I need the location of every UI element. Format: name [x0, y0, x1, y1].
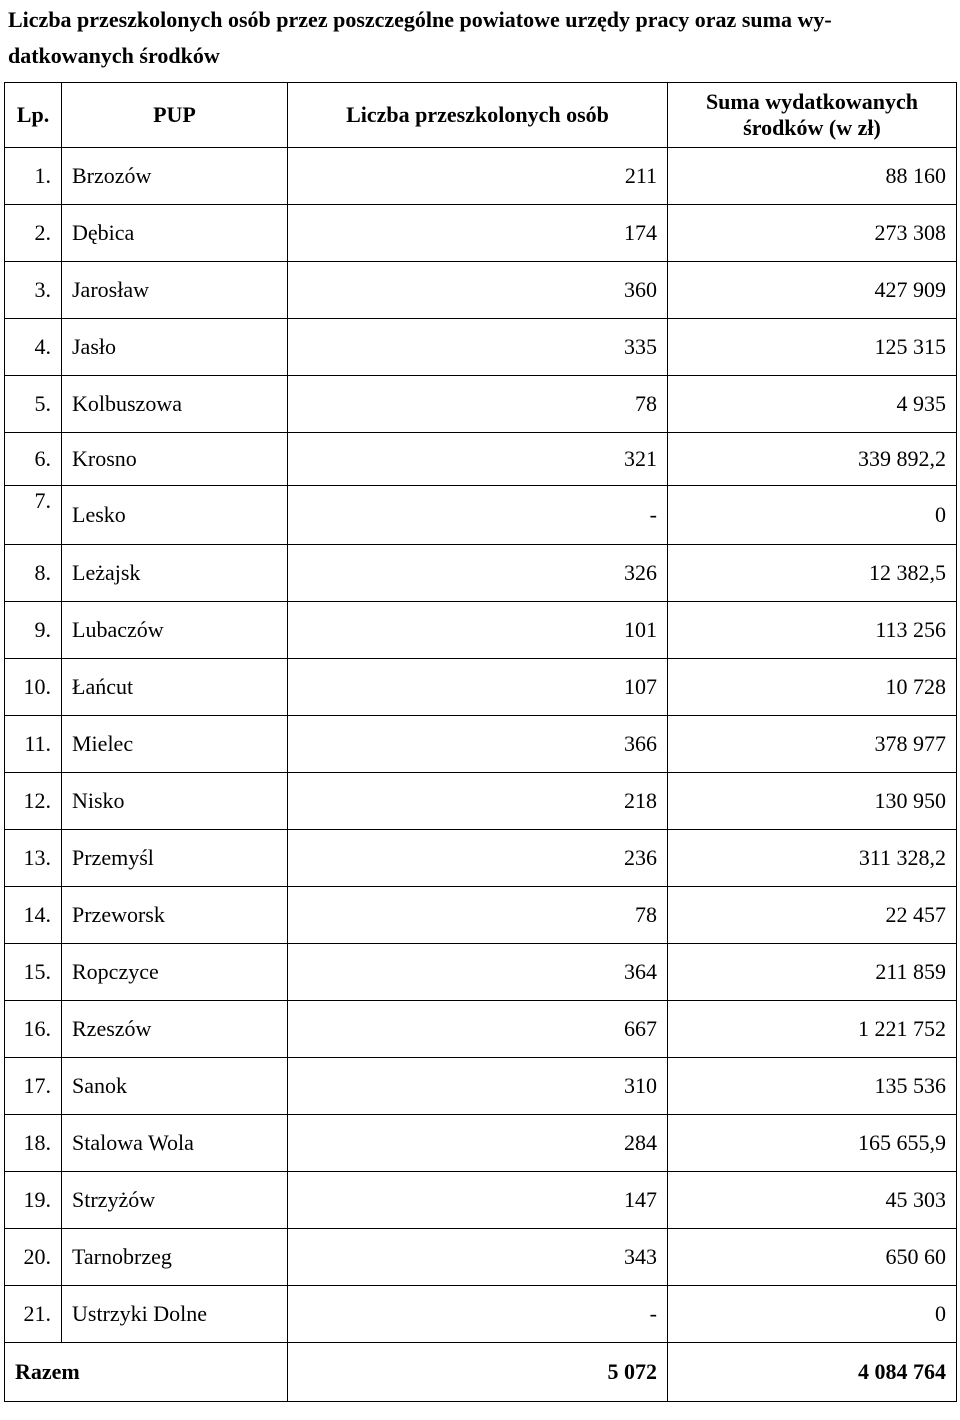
cell-pup: Lesko	[62, 486, 288, 545]
cell-count: 366	[288, 716, 668, 773]
cell-sum: 45 303	[668, 1172, 957, 1229]
table-row	[5, 602, 957, 659]
table-row	[5, 262, 957, 319]
cell-pup: Łańcut	[62, 659, 288, 716]
cell-lp: 5.	[5, 376, 62, 433]
cell-lp: 13.	[5, 830, 62, 887]
cell-lp: 17.	[5, 1058, 62, 1115]
cell-pup: Leżajsk	[62, 545, 288, 602]
cell-sum: 165 655,9	[668, 1115, 957, 1172]
cell-sum: 125 315	[668, 319, 957, 376]
cell-pup: Stalowa Wola	[62, 1115, 288, 1172]
cell-pup: Sanok	[62, 1058, 288, 1115]
cell-lp: 16.	[5, 1001, 62, 1058]
cell-count: 321	[288, 433, 668, 486]
cell-count: -	[288, 486, 668, 545]
cell-pup: Przemyśl	[62, 830, 288, 887]
header-pup: PUP	[62, 83, 288, 148]
cell-count: 335	[288, 319, 668, 376]
table-row	[5, 773, 957, 830]
table-row	[5, 1115, 957, 1172]
cell-sum: 135 536	[668, 1058, 957, 1115]
cell-sum: 0	[668, 1286, 957, 1343]
cell-count: 364	[288, 944, 668, 1001]
cell-lp: 20.	[5, 1229, 62, 1286]
cell-pup: Krosno	[62, 433, 288, 486]
table-row	[5, 376, 957, 433]
cell-sum: 378 977	[668, 716, 957, 773]
cell-sum: 88 160	[668, 148, 957, 205]
cell-sum: 311 328,2	[668, 830, 957, 887]
total-row	[5, 1343, 957, 1402]
cell-count: 107	[288, 659, 668, 716]
cell-sum: 273 308	[668, 205, 957, 262]
cell-count: 101	[288, 602, 668, 659]
cell-lp: 2.	[5, 205, 62, 262]
cell-lp: 10.	[5, 659, 62, 716]
header-sum: Suma wydatkowanych środków (w zł)	[668, 83, 957, 148]
table-row	[5, 944, 957, 1001]
table-row	[5, 659, 957, 716]
cell-pup: Kolbuszowa	[62, 376, 288, 433]
table-row	[5, 1229, 957, 1286]
cell-lp: 1.	[5, 148, 62, 205]
cell-pup: Tarnobrzeg	[62, 1229, 288, 1286]
cell-count: 78	[288, 887, 668, 944]
table-header-row	[5, 83, 957, 148]
table-row	[5, 1172, 957, 1229]
cell-count: 211	[288, 148, 668, 205]
cell-pup: Mielec	[62, 716, 288, 773]
training-table	[4, 82, 957, 1402]
cell-pup: Ropczyce	[62, 944, 288, 1001]
cell-count: 284	[288, 1115, 668, 1172]
cell-pup: Rzeszów	[62, 1001, 288, 1058]
table-row	[5, 205, 957, 262]
cell-lp: 19.	[5, 1172, 62, 1229]
table-row	[5, 433, 957, 486]
cell-sum: 113 256	[668, 602, 957, 659]
cell-sum: 12 382,5	[668, 545, 957, 602]
table-row	[5, 1286, 957, 1343]
cell-lp: 18.	[5, 1115, 62, 1172]
cell-lp: 4.	[5, 319, 62, 376]
table-row	[5, 830, 957, 887]
table-row	[5, 887, 957, 944]
cell-lp: 9.	[5, 602, 62, 659]
cell-count: 78	[288, 376, 668, 433]
cell-count: 147	[288, 1172, 668, 1229]
cell-sum: 10 728	[668, 659, 957, 716]
header-lp: Lp.	[5, 83, 62, 148]
cell-count: 360	[288, 262, 668, 319]
cell-lp: 12.	[5, 773, 62, 830]
cell-pup: Jasło	[62, 319, 288, 376]
table-row	[5, 545, 957, 602]
cell-lp: 11.	[5, 716, 62, 773]
cell-lp: 14.	[5, 887, 62, 944]
total-count: 5 072	[288, 1343, 668, 1402]
cell-sum: 0	[668, 486, 957, 545]
cell-pup: Dębica	[62, 205, 288, 262]
table-row	[5, 1058, 957, 1115]
total-sum: 4 084 764	[668, 1343, 957, 1402]
cell-count: 236	[288, 830, 668, 887]
cell-lp: 8.	[5, 545, 62, 602]
cell-lp: 3.	[5, 262, 62, 319]
cell-count: -	[288, 1286, 668, 1343]
cell-pup: Strzyżów	[62, 1172, 288, 1229]
cell-count: 174	[288, 205, 668, 262]
cell-sum: 22 457	[668, 887, 957, 944]
cell-count: 667	[288, 1001, 668, 1058]
cell-sum: 1 221 752	[668, 1001, 957, 1058]
table-row	[5, 716, 957, 773]
document-title: Liczba przeszkolonych osób przez poszczególne powiatowe urzędy pracy oraz suma wy-datkowanych środków	[8, 7, 832, 68]
table-row	[5, 486, 957, 545]
cell-sum: 427 909	[668, 262, 957, 319]
cell-pup: Lubaczów	[62, 602, 288, 659]
cell-count: 343	[288, 1229, 668, 1286]
header-count: Liczba przeszkolonych osób	[288, 83, 668, 148]
cell-pup: Ustrzyki Dolne	[62, 1286, 288, 1343]
cell-lp: 6.	[5, 433, 62, 486]
cell-count: 326	[288, 545, 668, 602]
cell-pup: Jarosław	[62, 262, 288, 319]
cell-lp: 7.	[5, 486, 62, 545]
cell-sum: 339 892,2	[668, 433, 957, 486]
cell-sum: 4 935	[668, 376, 957, 433]
cell-pup: Przeworsk	[62, 887, 288, 944]
cell-sum: 211 859	[668, 944, 957, 1001]
cell-sum: 130 950	[668, 773, 957, 830]
table-row	[5, 148, 957, 205]
cell-pup: Brzozów	[62, 148, 288, 205]
cell-lp: 21.	[5, 1286, 62, 1343]
total-label: Razem	[5, 1343, 288, 1402]
table-row	[5, 1001, 957, 1058]
cell-count: 310	[288, 1058, 668, 1115]
table-row	[5, 319, 957, 376]
cell-lp: 15.	[5, 944, 62, 1001]
cell-sum: 650 60	[668, 1229, 957, 1286]
cell-pup: Nisko	[62, 773, 288, 830]
cell-count: 218	[288, 773, 668, 830]
